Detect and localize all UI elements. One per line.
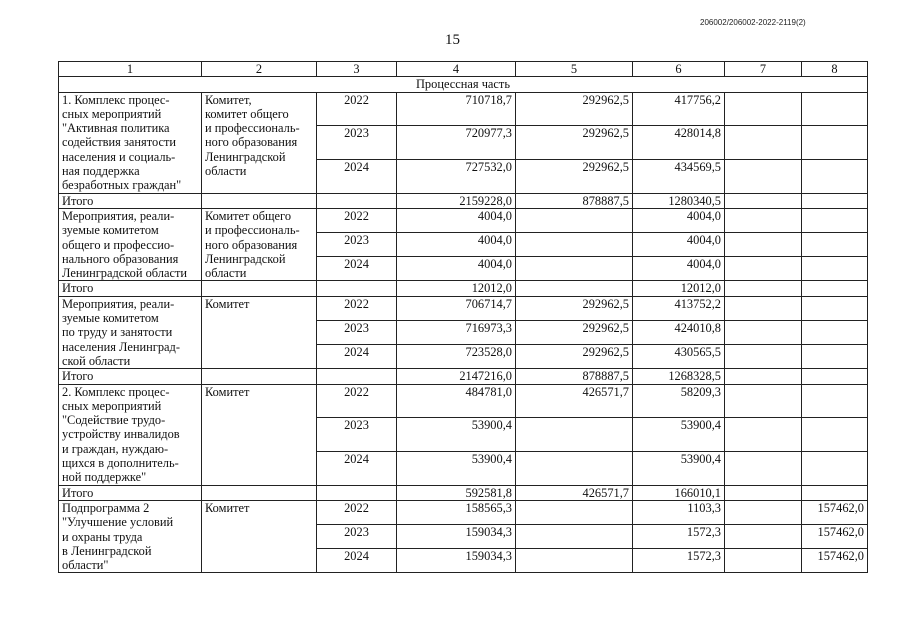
total-empty [202, 369, 317, 384]
col5-cell: 292962,5 [516, 296, 633, 320]
section-row [59, 77, 868, 92]
total-col5 [516, 281, 633, 296]
measure-name-line: населения Ленинград- [62, 339, 180, 354]
total-empty [317, 485, 397, 500]
col7-cell [725, 92, 802, 126]
col4-cell: 159034,3 [397, 549, 516, 573]
col6-cell: 424010,8 [633, 320, 725, 344]
col8-cell [802, 257, 868, 281]
table-row [59, 500, 868, 524]
col6-cell: 4004,0 [633, 233, 725, 257]
col6-cell: 4004,0 [633, 257, 725, 281]
measure-name-line: Ленинградской области [62, 266, 188, 281]
measure-name-line: Мероприятия, реали- [62, 296, 175, 311]
responsible [202, 296, 317, 368]
total-col6: 1280340,5 [633, 193, 725, 208]
col6-cell: 430565,5 [633, 345, 725, 369]
col4-cell: 158565,3 [397, 500, 516, 524]
col6-cell: 58209,3 [633, 384, 725, 418]
col8-cell [802, 126, 868, 160]
col8-cell: 157462,0 [802, 549, 868, 573]
responsible-line: и профессиональ- [205, 121, 300, 136]
measure-name-line: в Ленинградской [62, 543, 152, 558]
col7-cell [725, 525, 802, 549]
col7-cell [725, 345, 802, 369]
col6-cell: 4004,0 [633, 208, 725, 232]
col4-cell: 706714,7 [397, 296, 516, 320]
col8-cell [802, 384, 868, 418]
column-header: 8 [802, 62, 868, 77]
col4-cell: 159034,3 [397, 525, 516, 549]
year-cell: 2023 [317, 233, 397, 257]
measure-name-line: "Активная политика [62, 121, 170, 136]
table-row [59, 296, 868, 320]
measure-name-line: сных мероприятий [62, 398, 162, 413]
responsible-line: Комитет [205, 296, 250, 311]
measure-name-line: области" [62, 558, 109, 573]
year-cell: 2022 [317, 208, 397, 232]
year-cell: 2024 [317, 159, 397, 193]
measure-name-line: 1. Комплекс процес- [62, 92, 170, 107]
total-empty [202, 281, 317, 296]
measure-name-line: устройству инвалидов [62, 427, 180, 442]
year-cell: 2024 [317, 549, 397, 573]
col6-cell: 53900,4 [633, 451, 725, 485]
col6-cell: 1103,3 [633, 500, 725, 524]
year-cell: 2023 [317, 525, 397, 549]
measure-name-line: "Улучшение условий [62, 515, 174, 530]
measure-name-line: населения и социаль- [62, 149, 176, 164]
total-empty [317, 281, 397, 296]
budget-table [58, 61, 868, 573]
col4-cell: 53900,4 [397, 451, 516, 485]
total-col7 [725, 193, 802, 208]
total-col8 [802, 369, 868, 384]
col8-cell [802, 418, 868, 452]
header-row [59, 62, 868, 77]
col6-cell: 53900,4 [633, 418, 725, 452]
total-col8 [802, 485, 868, 500]
col5-cell [516, 233, 633, 257]
col7-cell [725, 451, 802, 485]
responsible-line: Комитет, [205, 92, 252, 107]
col5-cell [516, 418, 633, 452]
col5-cell: 292962,5 [516, 345, 633, 369]
col8-cell [802, 451, 868, 485]
col5-cell: 292962,5 [516, 92, 633, 126]
col7-cell [725, 126, 802, 160]
responsible [202, 500, 317, 572]
measure-name-line: ной поддержке" [62, 470, 147, 485]
total-col7 [725, 485, 802, 500]
measure-name-line: щихся в дополнитель- [62, 456, 179, 471]
col7-cell [725, 320, 802, 344]
year-cell: 2024 [317, 451, 397, 485]
measure-name-line: ской области [62, 353, 131, 368]
year-cell: 2023 [317, 418, 397, 452]
column-header: 7 [725, 62, 802, 77]
col7-cell [725, 257, 802, 281]
measure-name [59, 208, 202, 280]
year-cell: 2023 [317, 320, 397, 344]
col6-cell: 1572,3 [633, 525, 725, 549]
measure-name-line: общего и профессио- [62, 237, 175, 252]
col8-cell [802, 92, 868, 126]
total-empty [202, 193, 317, 208]
col4-cell: 4004,0 [397, 233, 516, 257]
total-empty [202, 485, 317, 500]
col4-cell: 710718,7 [397, 92, 516, 126]
measure-name-line: по труду и занятости [62, 325, 173, 340]
measure-name-line: ная поддержка [62, 164, 140, 179]
responsible [202, 208, 317, 280]
col4-cell: 723528,0 [397, 345, 516, 369]
col6-cell: 428014,8 [633, 126, 725, 160]
column-header: 2 [202, 62, 317, 77]
responsible-line: ного образования [205, 135, 298, 150]
col4-cell: 4004,0 [397, 257, 516, 281]
col8-cell: 157462,0 [802, 525, 868, 549]
measure-name-line: и охраны труда [62, 529, 143, 544]
col4-cell: 4004,0 [397, 208, 516, 232]
col7-cell [725, 208, 802, 232]
col8-cell [802, 296, 868, 320]
responsible-line: ного образования [205, 237, 298, 252]
col7-cell [725, 159, 802, 193]
total-col5: 426571,7 [516, 485, 633, 500]
col7-cell [725, 418, 802, 452]
col7-cell [725, 549, 802, 573]
document-id: 206002/206002-2022-2119(2) [700, 18, 806, 27]
year-cell: 2024 [317, 345, 397, 369]
total-col8 [802, 281, 868, 296]
measure-name-line: Подпрограмма 2 [62, 500, 150, 515]
col6-cell: 417756,2 [633, 92, 725, 126]
total-col6: 166010,1 [633, 485, 725, 500]
total-row [59, 281, 868, 296]
col7-cell [725, 500, 802, 524]
measure-name-line: и граждан, нуждаю- [62, 441, 169, 456]
total-col7 [725, 369, 802, 384]
measure-name [59, 296, 202, 368]
total-col5: 878887,5 [516, 369, 633, 384]
col5-cell [516, 500, 633, 524]
col5-cell: 426571,7 [516, 384, 633, 418]
total-col4: 592581,8 [397, 485, 516, 500]
total-label: Итого [59, 193, 202, 208]
col8-cell: 157462,0 [802, 500, 868, 524]
col6-cell: 413752,2 [633, 296, 725, 320]
col6-cell: 1572,3 [633, 549, 725, 573]
measure-name [59, 92, 202, 193]
col5-cell [516, 451, 633, 485]
total-label: Итого [59, 369, 202, 384]
col4-cell: 716973,3 [397, 320, 516, 344]
col5-cell: 292962,5 [516, 159, 633, 193]
table-row [59, 384, 868, 418]
responsible [202, 92, 317, 193]
total-row [59, 369, 868, 384]
col5-cell: 292962,5 [516, 320, 633, 344]
total-row [59, 485, 868, 500]
col7-cell [725, 384, 802, 418]
total-empty [317, 193, 397, 208]
table-row [59, 208, 868, 232]
measure-name-line: Мероприятия, реали- [62, 208, 175, 223]
table-row [59, 92, 868, 126]
measure-name-line: сных мероприятий [62, 106, 162, 121]
column-header: 5 [516, 62, 633, 77]
col5-cell [516, 257, 633, 281]
total-col7 [725, 281, 802, 296]
page-number: 15 [445, 32, 460, 48]
column-header: 3 [317, 62, 397, 77]
responsible-line: комитет общего [205, 106, 289, 121]
total-col5: 878887,5 [516, 193, 633, 208]
col4-cell: 53900,4 [397, 418, 516, 452]
total-col8 [802, 193, 868, 208]
column-header: 1 [59, 62, 202, 77]
col7-cell [725, 233, 802, 257]
total-col6: 1268328,5 [633, 369, 725, 384]
col8-cell [802, 345, 868, 369]
measure-name-line: содействия занятости [62, 135, 176, 150]
responsible-line: и профессиональ- [205, 223, 300, 238]
year-cell: 2022 [317, 500, 397, 524]
responsible-line: Ленинградской [205, 251, 286, 266]
col5-cell [516, 549, 633, 573]
section-title: Процессная часть [59, 77, 868, 92]
total-col6: 12012,0 [633, 281, 725, 296]
col6-cell: 434569,5 [633, 159, 725, 193]
measure-name-line: нального образования [62, 251, 179, 266]
total-label: Итого [59, 281, 202, 296]
responsible-line: области [205, 164, 247, 179]
total-row [59, 193, 868, 208]
responsible [202, 384, 317, 485]
total-col4: 12012,0 [397, 281, 516, 296]
col5-cell [516, 525, 633, 549]
total-col4: 2159228,0 [397, 193, 516, 208]
year-cell: 2022 [317, 92, 397, 126]
year-cell: 2024 [317, 257, 397, 281]
year-cell: 2023 [317, 126, 397, 160]
responsible-line: Комитет [205, 384, 250, 399]
responsible-line: Ленинградской [205, 149, 286, 164]
col4-cell: 720977,3 [397, 126, 516, 160]
responsible-line: Комитет общего [205, 208, 292, 223]
responsible-line: Комитет [205, 500, 250, 515]
col8-cell [802, 159, 868, 193]
measure-name [59, 500, 202, 572]
column-header: 4 [397, 62, 516, 77]
measure-name-line: "Содействие трудо- [62, 413, 166, 428]
col8-cell [802, 208, 868, 232]
col5-cell [516, 208, 633, 232]
measure-name-line: зуемые комитетом [62, 311, 159, 326]
measure-name-line: безработных граждан" [62, 178, 182, 193]
responsible-line: области [205, 266, 247, 281]
col5-cell: 292962,5 [516, 126, 633, 160]
col8-cell [802, 233, 868, 257]
column-header: 6 [633, 62, 725, 77]
col4-cell: 727532,0 [397, 159, 516, 193]
measure-name-line: зуемые комитетом [62, 223, 159, 238]
total-col4: 2147216,0 [397, 369, 516, 384]
total-empty [317, 369, 397, 384]
year-cell: 2022 [317, 384, 397, 418]
year-cell: 2022 [317, 296, 397, 320]
col7-cell [725, 296, 802, 320]
total-label: Итого [59, 485, 202, 500]
measure-name-line: 2. Комплекс процес- [62, 384, 170, 399]
col8-cell [802, 320, 868, 344]
measure-name [59, 384, 202, 485]
col4-cell: 484781,0 [397, 384, 516, 418]
